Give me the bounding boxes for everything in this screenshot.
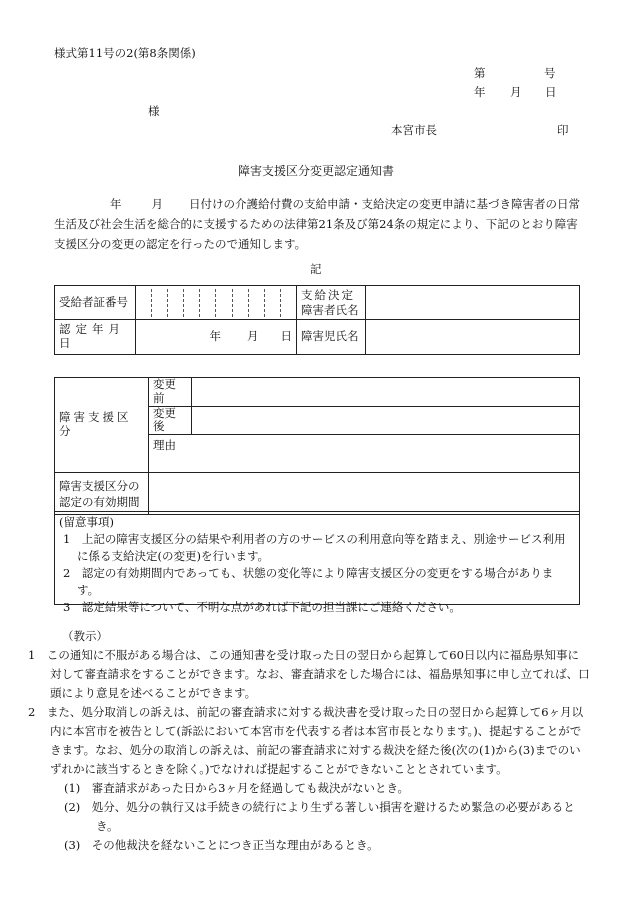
- certification-date-label: 認定年月日: [55, 320, 136, 355]
- note-item-3: 3 認定結果等について、不明な点があれば下記の担当課にご連絡ください。: [63, 600, 461, 614]
- issuer: 本宮市長: [391, 123, 437, 137]
- teaching-item-1: 1 この通知に不服がある場合は、この通知書を受け取った日の翌日から起算して60日以内に福島県知事に対して審査請求をすることができます。なお、審査請求をした場合には、福島県知事に申し立てれば、口頭により意見を述べることができます。: [28, 648, 590, 700]
- reason-label: 理由: [153, 438, 176, 453]
- seal-mark: 印: [557, 123, 569, 137]
- notes-box: [54, 511, 580, 614]
- before-label: 変更前: [149, 378, 192, 407]
- child-name-field[interactable]: [366, 320, 580, 355]
- recipient-number-field[interactable]: [136, 286, 297, 320]
- para-text: 日付けの介護給付費の支給申請・支給決定の変更申請に基づき障害者の日常生活及び社会生活を総合的に支援するための法律第21条及び第24条の規定により、下記のとおり障害支援区分の変更の認定を行ったので通知します。: [54, 197, 580, 251]
- category-table: [54, 377, 580, 515]
- number-prefix: 第: [474, 66, 486, 80]
- reason-cell[interactable]: [149, 435, 580, 473]
- after-label: 変更後: [149, 406, 192, 435]
- date-month: 月: [510, 85, 522, 99]
- teaching-sub-1: (1) 審査請求があった日から3ヶ月を経過しても裁決がないとき。: [64, 781, 410, 795]
- category-label: 障害支援区分: [55, 378, 149, 473]
- teaching-item-2: 2 また、処分取消しの訴えは、前記の審査請求に対する裁決書を受け取った日の翌日から起算して6ヶ月以内に本宮市を被告として(訴訟において本宮市を代表する者は本宮市長となります。)、提起することができます。なお、処分の取消しの訴えは、前記の審査請求に対する裁決を経た後(次の(1)から(3)までのいずれかに該当するときを除く。)でなければ提起することができないこととされています。: [28, 705, 584, 776]
- decision-name-label: 支給決定 障害者氏名: [297, 286, 366, 320]
- date-year: 年: [474, 85, 486, 99]
- body-paragraph: [54, 194, 581, 254]
- recipient-number-label: 受給者証番号: [55, 286, 136, 320]
- teaching-section: [20, 627, 590, 855]
- after-field[interactable]: [192, 406, 580, 435]
- child-name-label: 障害児氏名: [297, 320, 366, 355]
- certification-date-field[interactable]: 年 月 日: [136, 320, 297, 355]
- note-item-1: 1 上記の障害支援区分の結果や利用者の方のサービスの利用意向等を踏まえ、別途サービス利用に係る支給決定(の変更)を行います。: [63, 532, 566, 563]
- addressee-suffix: 様: [148, 104, 160, 118]
- validity-field[interactable]: [149, 473, 580, 515]
- number-suffix: 号: [544, 66, 556, 80]
- teaching-sub-2: (2) 処分、処分の執行又は手続きの続行により生ずる著しい損害を避けるため緊急の必要があるとき。: [64, 800, 575, 833]
- recipient-table: [54, 285, 580, 355]
- teaching-sub-3: (3) その他裁決を経ないことにつき正当な理由があるとき。: [64, 838, 379, 852]
- note-item-2: 2 認定の有効期間内であっても、状態の変化等により障害支援区分の変更をする場合があります。: [63, 566, 554, 597]
- validity-label: 障害支援区分の 認定の有効期間: [55, 473, 149, 515]
- before-field[interactable]: [192, 378, 580, 407]
- ki-label: 記: [310, 262, 322, 276]
- teaching-heading: （教示）: [62, 629, 108, 643]
- date-day: 日: [545, 85, 557, 99]
- form-number: 様式第11号の2(第8条関係): [54, 46, 196, 60]
- para-month: 月: [151, 197, 163, 211]
- notes-heading: (留意事項): [59, 515, 114, 529]
- para-year: 年: [110, 197, 122, 211]
- decision-name-field[interactable]: [366, 286, 580, 320]
- document-title: 障害支援区分変更認定通知書: [238, 164, 395, 178]
